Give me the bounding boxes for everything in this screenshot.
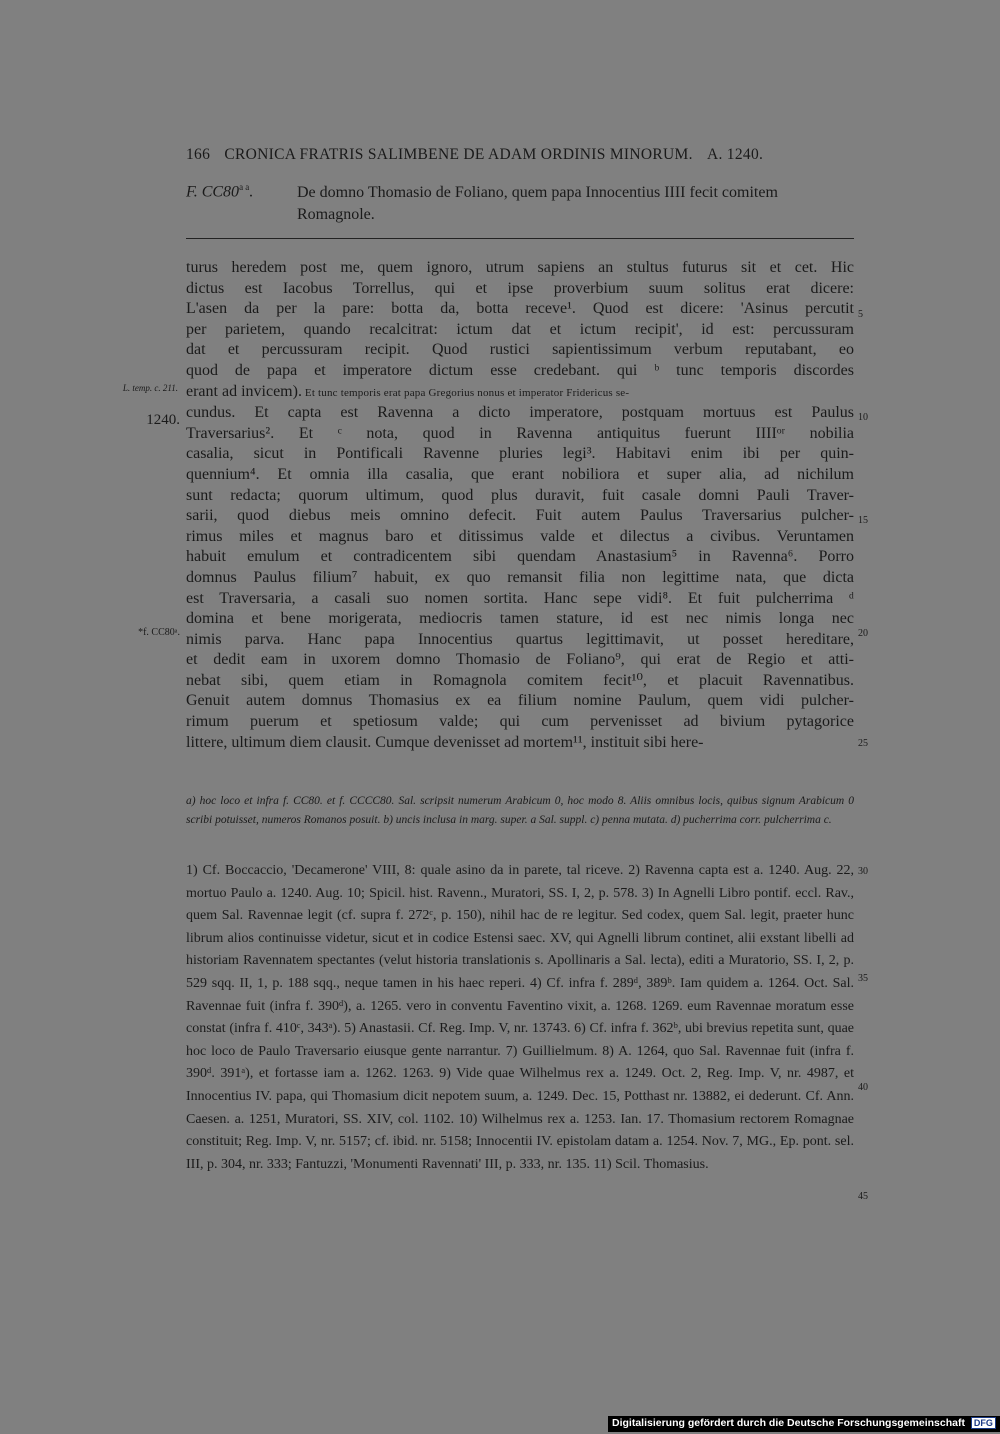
text-line: L'asen da per la pare: botta da, botta receve¹. Quod est dicere: 'Asinus percutit	[186, 300, 854, 318]
text-line: turus heredem post me, quem ignoro, utrum sapiens an stultus futurus sit et cet. Hic	[186, 259, 854, 276]
line-number: 5	[858, 309, 863, 320]
text-line: domnus Paulus filium⁷ habuit, ex quo remansit filia non legittime nata, que dicta	[186, 568, 854, 586]
line-number: 45	[858, 1191, 868, 1202]
chapter-folio-ref: F. $CC80^{a a}$.	[186, 182, 254, 201]
inline-small-text: Et tunc temporis erat papa Gregorius nonus et imperator Fridericus se-	[301, 386, 630, 399]
main-text	[186, 258, 854, 753]
text-line: erant ad invicem). Et tunc temporis erat papa Gregorius nonus et imperator Fridericus se-	[186, 382, 630, 400]
text-line: habuit emulum et contradicentem sibi quendam Anastasium⁵ in Ravenna⁶. Porro	[186, 548, 854, 566]
line-number: 10	[858, 412, 868, 423]
text-line: nebat sibi, quem etiam in Romagnola comitem fecit¹⁰, et placuit Ravennatibus.	[186, 671, 854, 689]
text-line: dat et percussuram recipit. Quod rustici sapientissimum verbum reputabant, eo	[186, 341, 854, 359]
text-line: dictus est Iacobus Torrellus, qui et ipse proverbium suum solitus erat dicere:	[186, 279, 854, 297]
running-title: CRONICA FRATRIS SALIMBENE DE ADAM ORDINIS MINORUM.	[224, 146, 693, 163]
line-number: 25	[858, 738, 868, 749]
header-rule	[186, 238, 854, 239]
dfg-logo: DFG	[971, 1417, 996, 1429]
margin-note-year: 1240.	[146, 412, 180, 428]
text-line: casalia, sicut in Pontificali Ravenne pluries legi³. Habitavi enim ibi per quin-	[186, 445, 854, 463]
text-line: rimus miles et magnus baro et ditissimus valde et dilectus a civibus. Veruntamen	[186, 527, 854, 545]
line-number: 30	[858, 866, 868, 877]
text-line: cundus. Et capta est Ravenna a dicto imperatore, postquam mortuus est Paulus	[186, 404, 854, 422]
text-line: quennium⁴. Et omnia illa casalia, que erant nobiliora et super alia, ad nichilum	[186, 465, 854, 483]
text-line: et dedit eam in uxorem domno Thomasio de Foliano⁹, qui erat de Regio et atti-	[186, 651, 854, 669]
text-line: rimum puerum et spetiosum valde; qui cum pervenisset ad bivium pytagorice	[186, 713, 854, 731]
line-number: 20	[858, 628, 868, 639]
text-line: Genuit autem domnus Thomasius ex ea filium nomine Paulum, quem vidi pulcher-	[186, 692, 854, 710]
running-header	[186, 146, 810, 164]
text-line: quod de papa et imperatore dictum esse credebant. qui ᵇ tunc temporis discordes	[186, 361, 854, 379]
page-number: 166	[186, 146, 211, 163]
text-line: nimis parva. Hanc papa Innocentius quartus legittimavit, ut posset hereditare,	[186, 630, 854, 648]
line-number: 40	[858, 1082, 868, 1093]
chapter-title: De domno Thomasio de Foliano, quem papa Innocentius IIII fecit comitem Romagnole.	[297, 184, 778, 223]
text-line: Traversarius². Et ᶜ nota, quod in Ravenna antiquitus fuerunt IIIIᵒʳ nobilia	[186, 424, 854, 442]
text-line: domina et bene morigerata, mediocris tamen stature, id est nec nimis longa nec	[186, 610, 854, 628]
dfg-footer: Digitalisierung gefördert durch die Deutsche Forschungsgemeinschaft DFG	[608, 1416, 1000, 1432]
margin-note-lemp: L. temp. c. 211.	[122, 383, 178, 393]
text-line: littere, ultimum diem clausit. Cumque devenisset ad mortem¹¹, instituit sibi here-	[186, 733, 704, 751]
text-line: est Traversaria, a casali suo nomen sortita. Hanc sepe vidi⁸. Et fuit pulcherrima ᵈ	[186, 589, 854, 607]
text-line: per parietem, quando recalcitrat: ictum dat et ictum recipit', id est: percussuram	[186, 320, 854, 338]
line-number: 35	[858, 973, 868, 984]
text-line: sarii, quod diebus meis omnino defecit. Fuit autem Paulus Traversarius pulcher-	[186, 507, 854, 525]
header-year: A. 1240.	[706, 146, 764, 163]
margin-note-folio: *f. CC80ᵃ.	[138, 627, 180, 638]
line-number: 15	[858, 515, 868, 526]
footnotes: 1) Cf. Boccaccio, 'Decamerone' VIII, 8: quale asino da in parete, tal riceve. 2) Ravenna capta est a. 1240. Aug. 22, mortuo Paulo a. 1240. Aug. 10; Spicil. hist. Ravenn., Muratori, SS. I, 2, p. 578. 3) In Agnelli Libro pontif. eccl. Rav., quem Sal. Ravennae legit (cf. supra f. 272ᶜ, p. 150), nihil hac de re legitur. Sed codex, quem Sal. legit, praeter hunc librum alios continuisse videtur, sicut et in codice Estensi saec. XV, qui Agnelli librum continet, alii exstant libelli ad historiam Ravennatem spectantes (velut historia translationis s. Apollinaris a Sal. lecta), editi a Muratorio, SS. I, 2, p. 529 sqq. II, 1, p. 188 sqq., neque tamen in his haec reperi. 4) Cf. infra f. 289ᵈ, 389ᵇ. Iam quidem a. 1264. Oct. Sal. Ravennae fuit (infra f. 390ᵈ), a. 1265. vero in conventu Faventino vixit, a. 1268. 1269. eum Ravennae moratum esse constat (infra f. 410ᶜ, 343ᵃ). 5) Anastasii. Cf. Reg. Imp. V, nr. 13743. 6) Cf. infra f. 362ᵇ, ubi brevius repetita sunt, quae hoc loco de Paulo Traversario eiusque gente narrantur. 7) Guillielmum. 8) A. 1264, quo Sal. Ravennae fuit (infra f. 390ᵈ. 391ᵃ), et fortasse iam a. 1262. 1263. 9) Vide quae Wilhelmus rex a. 1249. Oct. 2, Reg. Imp. V, nr. 4987, et Innocentius IV. papa, qui Thomasium dicit nepotem suum, a. 1249. Dec. 15, Potthast nr. 13882, ei dederunt. Cf. Ann. Caesen. a. 1251, Muratori, SS. XIV, col. 1102. 10) Wilhelmus rex a. 1253. Ian. 17. Thomasium rectorem Romagnae constituit; Reg. Imp. V, nr. 5157; cf. ibid. nr. 5158; Innocentii IV. epistolam datam a. 1254. Nov. 7, MG., Ep. pont. sel. III, p. 304, nr. 333; Fantuzzi, 'Monumenti Ravennati' III, p. 333, nr. 135. 11) Scil. Thomasius.	[186, 863, 854, 1172]
critical-apparatus: a) hoc loco et infra f. CC80. et f. CCCC80. Sal. scripsit numerum Arabicum 0, hoc modo 8. Aliis omnibus locis, quibus signum Arabicum 0 scribi potuisset, numeros Romanos posuit. b) uncis inclusa in marg. super. a Sal. suppl. c) penna mutata. d) pucherrima corr. pulcherrima c.	[186, 795, 854, 826]
text-line: sunt redacta; quorum ultimum, quod plus duravit, fuit casale domni Pauli Traver-	[186, 486, 854, 504]
